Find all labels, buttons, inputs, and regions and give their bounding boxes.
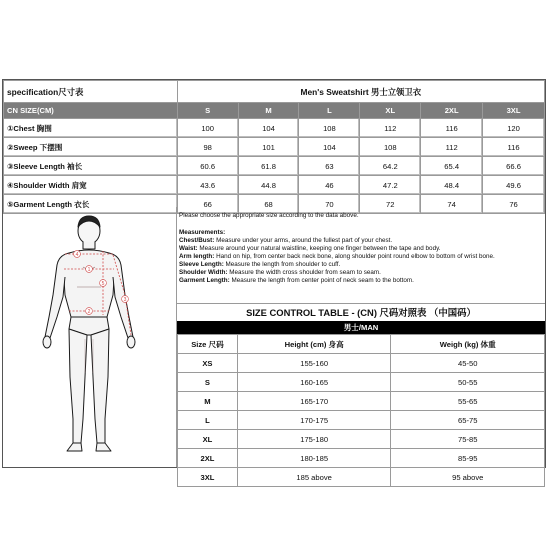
size-header: M bbox=[238, 103, 299, 119]
table-cell: 49.6 bbox=[483, 176, 545, 195]
row-label: ①Chest 胸围 bbox=[4, 119, 178, 138]
size-header: L bbox=[299, 103, 360, 119]
table-cell: 160-165 bbox=[237, 373, 391, 392]
table-row bbox=[178, 392, 545, 411]
table-cell: 75-85 bbox=[391, 430, 545, 449]
notes-intro: Please choose the appropriate size according to the data above. bbox=[179, 212, 359, 219]
note-garment-length: Garment Length: Measure the length from center point of neck seam to the bottom. bbox=[179, 277, 414, 284]
table-cell: 43.6 bbox=[177, 176, 238, 195]
table-cell: 61.8 bbox=[238, 157, 299, 176]
table-row bbox=[4, 176, 545, 195]
column-header: Height (cm) 身高 bbox=[237, 335, 391, 354]
note-shoulder-width: Shoulder Width: Measure the width cross shoulder from seam to seam. bbox=[179, 269, 381, 276]
table-cell: 155-160 bbox=[237, 354, 391, 373]
note-waist: Waist: Measure around your natural waistline, keeping one finger between the tape and body. bbox=[179, 245, 441, 252]
table-cell: 50-55 bbox=[391, 373, 545, 392]
table-row bbox=[178, 468, 545, 487]
table-cell: S bbox=[178, 373, 238, 392]
figure-torso bbox=[63, 250, 115, 317]
table-cell: 165-170 bbox=[237, 392, 391, 411]
table-row bbox=[178, 430, 545, 449]
table-cell: 108 bbox=[360, 138, 421, 157]
table-cell: 2XL bbox=[178, 449, 238, 468]
table-cell: 175-180 bbox=[237, 430, 391, 449]
table-cell: L bbox=[178, 411, 238, 430]
table-cell: 170-175 bbox=[237, 411, 391, 430]
table-cell: 185 above bbox=[237, 468, 391, 487]
note-sleeve-length: Sleeve Length: Measure the length from shoulder to cuff. bbox=[179, 261, 341, 268]
spec-label: specification尺寸表 bbox=[4, 81, 178, 103]
gender-bar: 男士/MAN bbox=[177, 321, 545, 334]
table-cell: 60.6 bbox=[177, 157, 238, 176]
table-row bbox=[178, 449, 545, 468]
size-header: XL bbox=[360, 103, 421, 119]
table-cell: 68 bbox=[238, 195, 299, 214]
figure-marker-5: 5 bbox=[101, 280, 105, 287]
table-cell: 100 bbox=[177, 119, 238, 138]
size-chart-sheet bbox=[2, 79, 546, 482]
table-cell: 104 bbox=[238, 119, 299, 138]
table-cell: 3XL bbox=[178, 468, 238, 487]
body-figure-panel bbox=[3, 207, 177, 467]
table-cell: 45-50 bbox=[391, 354, 545, 373]
table-row bbox=[4, 138, 545, 157]
size-control-header-row bbox=[178, 335, 545, 354]
figure-marker-4: 4 bbox=[75, 251, 79, 258]
row-label: ③Sleeve Length 袖长 bbox=[4, 157, 178, 176]
table-cell: 108 bbox=[299, 119, 360, 138]
table-cell: 47.2 bbox=[360, 176, 421, 195]
figure-left-leg bbox=[69, 329, 87, 443]
body-measurement-figure bbox=[3, 207, 175, 465]
table-cell: XL bbox=[178, 430, 238, 449]
size-header-row bbox=[4, 103, 545, 119]
table-row bbox=[4, 157, 545, 176]
table-cell: 76 bbox=[483, 195, 545, 214]
size-control-title: SIZE CONTROL TABLE - (CN) 尺码对照表 （中国码） bbox=[177, 303, 545, 322]
table-cell: 65-75 bbox=[391, 411, 545, 430]
table-cell: 180-185 bbox=[237, 449, 391, 468]
table-cell: 104 bbox=[299, 138, 360, 157]
row-label: ⑤Garment Length 衣长 bbox=[4, 195, 178, 214]
size-header: 2XL bbox=[421, 103, 483, 119]
size-header: S bbox=[177, 103, 238, 119]
figure-marker-2: 2 bbox=[87, 308, 91, 315]
row-label: ②Sweep 下摆围 bbox=[4, 138, 178, 157]
table-cell: 85-95 bbox=[391, 449, 545, 468]
table-cell: 116 bbox=[483, 138, 545, 157]
table-cell: 63 bbox=[299, 157, 360, 176]
table-row bbox=[4, 119, 545, 138]
table-cell: 120 bbox=[483, 119, 545, 138]
table-cell: 101 bbox=[238, 138, 299, 157]
note-arm-length: Arm length: Hand on hip, from center back neck bone, along shoulder point round elbow to bottom of wrist bone. bbox=[179, 253, 495, 260]
table-cell: 112 bbox=[421, 138, 483, 157]
notes-heading: Measurements: bbox=[179, 229, 226, 236]
figure-right-leg bbox=[91, 329, 109, 443]
size-control-table bbox=[177, 334, 545, 487]
table-cell: 48.4 bbox=[421, 176, 483, 195]
cn-size-label: CN SIZE(CM) bbox=[4, 103, 178, 119]
table-cell: XS bbox=[178, 354, 238, 373]
table-row bbox=[178, 354, 545, 373]
table-cell: M bbox=[178, 392, 238, 411]
table-cell: 66 bbox=[177, 195, 238, 214]
notes-and-size-control bbox=[177, 207, 545, 482]
table-cell: 112 bbox=[360, 119, 421, 138]
table-cell: 74 bbox=[421, 195, 483, 214]
row-label: ④Shoulder Width 肩宽 bbox=[4, 176, 178, 195]
table-cell: 55-65 bbox=[391, 392, 545, 411]
table-cell: 66.6 bbox=[483, 157, 545, 176]
table-cell: 72 bbox=[360, 195, 421, 214]
table-cell: 44.8 bbox=[238, 176, 299, 195]
figure-marker-3: 3 bbox=[123, 296, 127, 303]
product-title: Men's Sweatshirt 男士立领卫衣 bbox=[177, 81, 544, 103]
table-cell: 46 bbox=[299, 176, 360, 195]
column-header: Size 尺码 bbox=[178, 335, 238, 354]
table-row bbox=[178, 373, 545, 392]
table-cell: 116 bbox=[421, 119, 483, 138]
table-cell: 98 bbox=[177, 138, 238, 157]
size-header: 3XL bbox=[483, 103, 545, 119]
column-header: Weigh (kg) 体重 bbox=[391, 335, 545, 354]
table-cell: 70 bbox=[299, 195, 360, 214]
figure-marker-1: 1 bbox=[87, 266, 91, 273]
measurement-table bbox=[3, 80, 545, 214]
table-cell: 65.4 bbox=[421, 157, 483, 176]
table-cell: 64.2 bbox=[360, 157, 421, 176]
table-row bbox=[178, 411, 545, 430]
note-chest: Chest/Bust: Measure under your arms, around the fullest part of your chest. bbox=[179, 237, 393, 244]
table-cell: 95 above bbox=[391, 468, 545, 487]
